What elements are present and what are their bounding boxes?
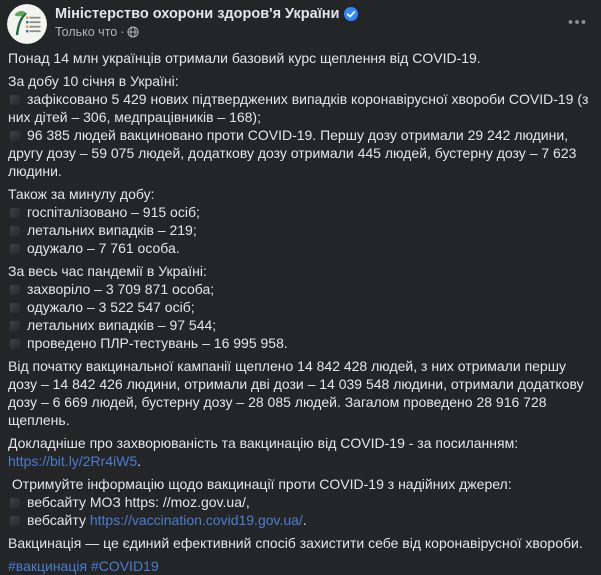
post-line bbox=[8, 126, 592, 180]
post-paragraph bbox=[8, 185, 592, 257]
hashtag-link[interactable]: #COVID19 bbox=[90, 558, 159, 574]
post-line bbox=[8, 49, 592, 67]
post-line bbox=[8, 557, 592, 575]
post-text: вебсайту МОЗ https: //moz.gov.ua/, bbox=[27, 494, 250, 510]
post-line bbox=[8, 221, 592, 239]
post-text: Докладніше про захворюваність та вакцинацію від COVID-19 - за посиланням: bbox=[8, 435, 519, 451]
post-text: Понад 14 млн українців отримали базовий курс щеплення від COVID-19. bbox=[8, 50, 481, 66]
post-line bbox=[8, 298, 592, 316]
post-line bbox=[8, 534, 592, 552]
post-options-button[interactable] bbox=[561, 6, 593, 38]
bullet-square-icon bbox=[10, 208, 20, 218]
post-line bbox=[8, 334, 592, 352]
post-text: захворіло – 3 709 871 особа; bbox=[27, 281, 215, 297]
post-paragraph bbox=[8, 49, 592, 67]
bullet-square-icon bbox=[10, 516, 20, 526]
post-text: летальних випадків – 97 544; bbox=[27, 317, 217, 333]
verified-badge-icon bbox=[344, 7, 358, 21]
public-globe-icon bbox=[127, 26, 139, 38]
post-paragraph bbox=[8, 262, 592, 352]
bullet-square-icon bbox=[10, 321, 20, 331]
bullet-square-icon bbox=[10, 226, 20, 236]
post-text: Також за минулу добу: bbox=[8, 186, 155, 202]
post-line bbox=[8, 511, 592, 529]
post-paragraph bbox=[8, 72, 592, 180]
bullet-square-icon bbox=[10, 498, 20, 508]
post-link[interactable]: https://bit.ly/2Rr4iW5 bbox=[8, 453, 138, 469]
post-text: Від початку вакцинальної кампанії щеплено 14 842 428 людей, з них отримали першу дозу – 14 842 426 людини, отримали дві дози – 14 039 548 людини, отримали додаткову дозу – 6 669 людей, бустерну дозу – 28 085 людей. Загалом проведено 28 916 728 щеплень. bbox=[8, 358, 584, 428]
post-text: За весь час пандемії в Україні: bbox=[8, 263, 207, 279]
post-paragraph bbox=[8, 357, 592, 429]
bullet-square-icon bbox=[10, 339, 20, 349]
bullet-square-icon bbox=[10, 131, 20, 141]
bullet-square-icon bbox=[10, 244, 20, 254]
post-text: . bbox=[302, 512, 307, 528]
post-text: зафіксовано 5 429 нових підтверджених випадків коронавірусної хвороби COVID-19 (з них дітей – 306, медпрацівників – 168); bbox=[8, 91, 589, 125]
post-line bbox=[8, 239, 592, 257]
post-line bbox=[8, 434, 592, 452]
post-text: летальних випадків – 219; bbox=[27, 222, 197, 238]
post-paragraph bbox=[8, 434, 592, 470]
post-text: 96 385 людей вакциновано проти COVID-19. Першу дозу отримали 29 242 людини, другу дозу – 59 075 людей, додаткову дозу отримали 445 людей, бустерну дозу – 7 623 людини. bbox=[8, 127, 577, 179]
post-text: проведено ПЛР-тестувань – 16 995 958. bbox=[27, 335, 288, 351]
post-paragraph bbox=[8, 557, 592, 575]
post-paragraph bbox=[8, 534, 592, 552]
post-line bbox=[8, 203, 592, 221]
post-text: Вакцинація — це єдиний ефективний спосіб захистити себе від коронавірусної хвороби. bbox=[8, 535, 583, 551]
post-line bbox=[8, 90, 592, 126]
post-link[interactable]: https://vaccination.covid19.gov.ua/ bbox=[89, 512, 303, 528]
bullet-square-icon bbox=[10, 95, 20, 105]
post-body bbox=[0, 46, 601, 575]
three-dots-icon bbox=[567, 12, 587, 32]
post-line bbox=[8, 262, 592, 280]
post-text: одужало – 3 522 547 осіб; bbox=[27, 299, 195, 315]
post-line bbox=[8, 357, 592, 429]
post-text: госпіталізовано – 915 осіб; bbox=[27, 204, 200, 220]
meta-separator: · bbox=[120, 25, 125, 39]
post-text: За добу 10 січня в Україні: bbox=[8, 73, 179, 89]
post-header bbox=[0, 0, 601, 46]
bullet-square-icon bbox=[10, 303, 20, 313]
post-line bbox=[8, 280, 592, 298]
post-line bbox=[8, 493, 592, 511]
post-paragraph bbox=[8, 475, 592, 529]
post-timestamp[interactable]: Только что bbox=[55, 25, 118, 39]
post-text: вебсайту bbox=[27, 512, 90, 528]
page-name[interactable]: Міністерство охорони здоров'я України bbox=[55, 6, 340, 22]
post-line bbox=[8, 316, 592, 334]
post-text: одужало – 7 761 особа. bbox=[27, 240, 180, 256]
post-line bbox=[8, 475, 592, 493]
post-line bbox=[8, 185, 592, 203]
avatar[interactable] bbox=[7, 4, 47, 44]
post-text: Отримуйте інформацію щодо вакцинації проти COVID-19 з надійних джерел: bbox=[8, 476, 512, 492]
post-text: . bbox=[137, 453, 142, 469]
post-line bbox=[8, 72, 592, 90]
post-header-info bbox=[55, 4, 561, 40]
moz-logo-icon bbox=[7, 4, 47, 44]
hashtag-link[interactable]: #вакцинація bbox=[8, 558, 88, 574]
bullet-square-icon bbox=[10, 285, 20, 295]
post-line bbox=[8, 452, 592, 470]
